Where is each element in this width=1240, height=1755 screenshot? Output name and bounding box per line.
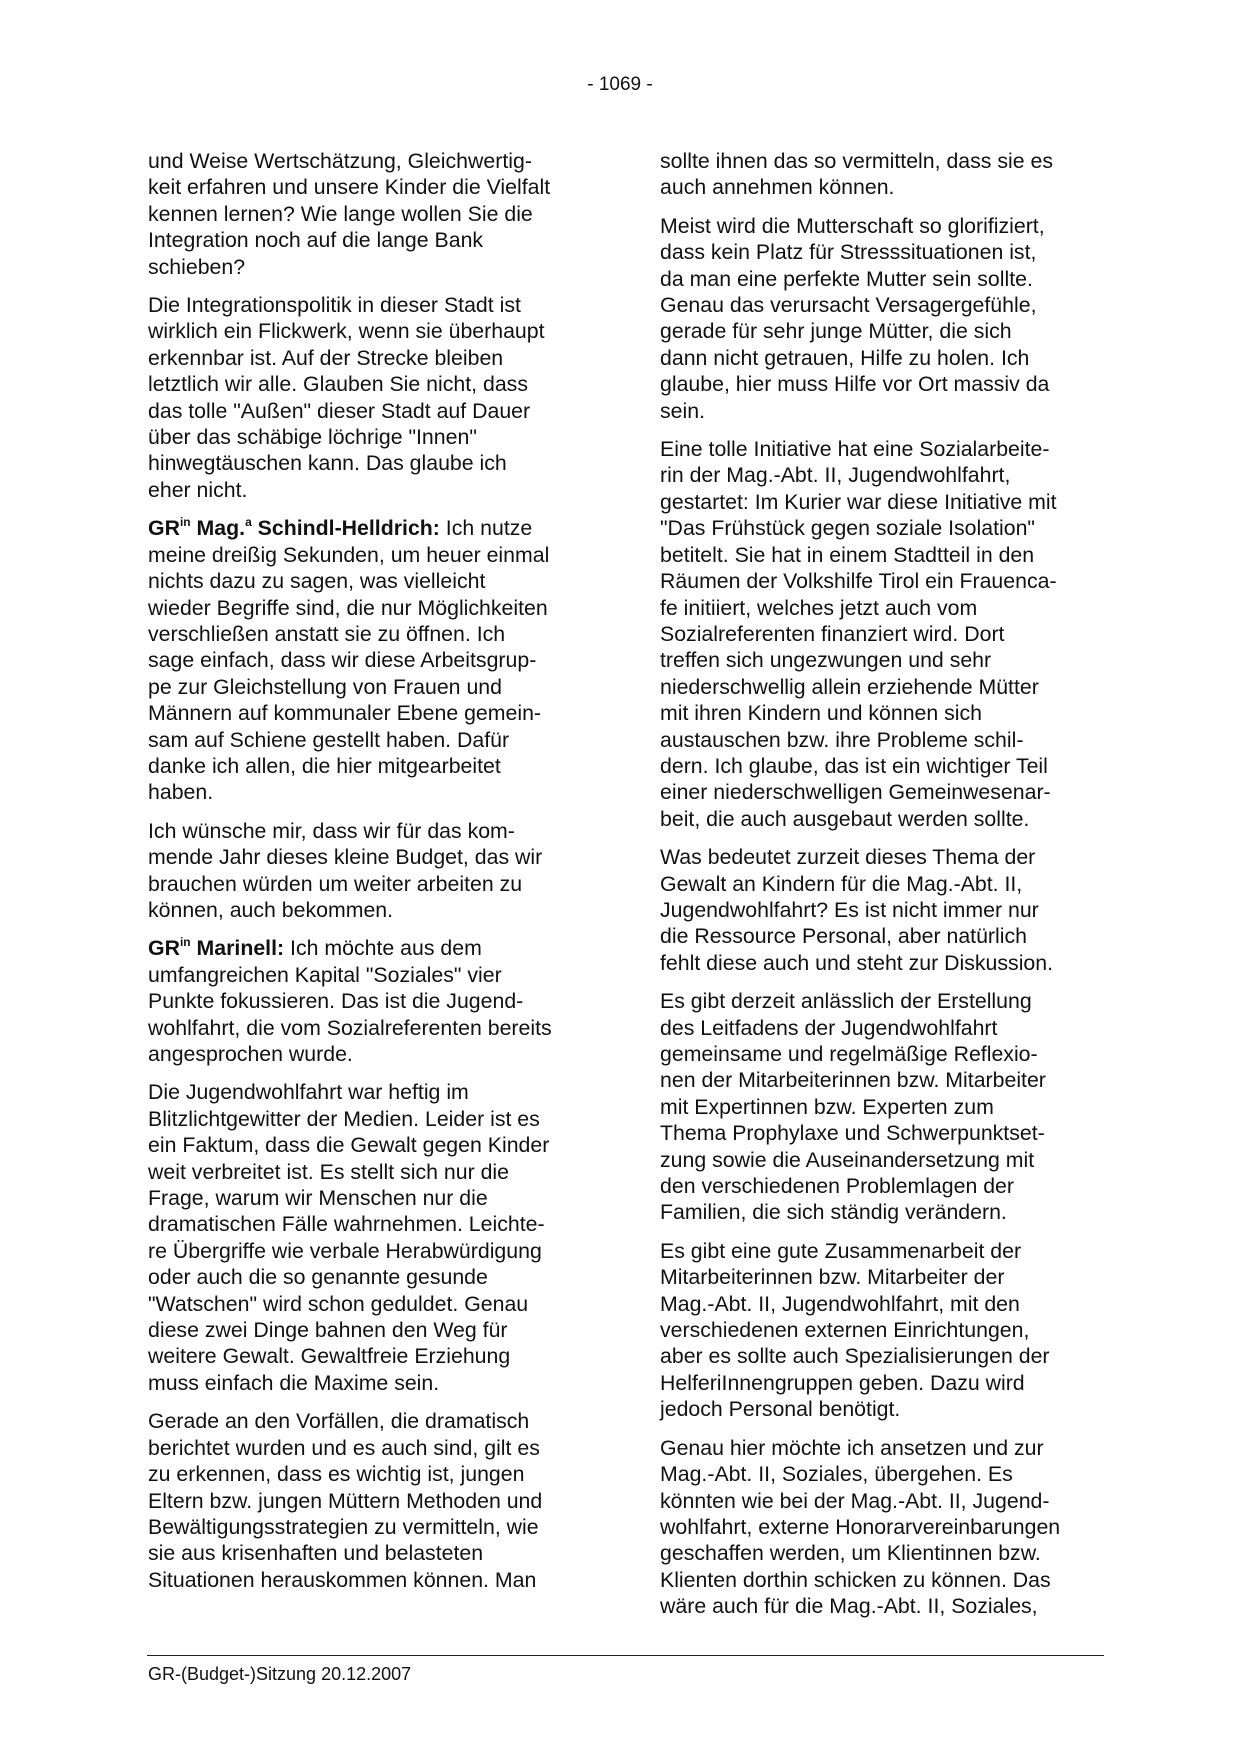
text-line: ein Faktum, dass die Gewalt gegen Kinder xyxy=(148,1133,550,1158)
text-line: glaube, hier muss Hilfe vor Ort massiv da xyxy=(660,372,1050,397)
text-line: brauchen würden um weiter arbeiten zu xyxy=(148,871,523,896)
text-line: angesprochen wurde. xyxy=(148,1042,353,1066)
text-line: nen der Mitarbeiterinnen bzw. Mitarbeiter xyxy=(660,1068,1046,1093)
paragraph xyxy=(660,1435,1100,1620)
text-line: dass kein Platz für Stresssituationen ist, xyxy=(660,240,1037,265)
text-line: Die Integrationspolitik in dieser Stadt ist xyxy=(148,293,521,318)
text-line: beit, die auch ausgebaut werden sollte. xyxy=(660,806,1030,831)
text-line: zung sowie die Auseinandersetzung mit xyxy=(660,1147,1035,1172)
text-line: gerade für sehr junge Mütter, die sich xyxy=(660,319,1012,344)
text-line: rin der Mag.-Abt. II, Jugendwohlfahrt, xyxy=(660,463,1011,488)
text-line: betitelt. Sie hat in einem Stadtteil in den xyxy=(660,542,1035,567)
text-line: danke ich allen, die hier mitgearbeitet xyxy=(148,753,501,778)
text-line: Thema Prophylaxe und Schwerpunktset- xyxy=(660,1121,1045,1146)
text-line: mende Jahr dieses kleine Budget, das wir xyxy=(148,845,543,870)
paragraph xyxy=(148,148,588,280)
text-line: zu erkennen, dass es wichtig ist, jungen xyxy=(148,1462,525,1487)
paragraph xyxy=(148,1079,588,1396)
paragraph xyxy=(660,148,1100,201)
text-line: sein. xyxy=(660,398,705,423)
text-line: nichts dazu zu sagen, was vielleicht xyxy=(148,569,486,594)
text-line: Ich wünsche mir, dass wir für das kom- xyxy=(148,818,515,843)
text-line: Mag.-Abt. II, Jugendwohlfahrt, mit den xyxy=(660,1291,1020,1316)
text-line: auch annehmen können. xyxy=(660,175,895,200)
paragraph xyxy=(148,935,588,1067)
left-column xyxy=(148,148,588,1605)
text-line: hinwegtäuschen kann. Das glaube ich xyxy=(148,451,507,476)
text-line: Frage, warum wir Menschen nur die xyxy=(148,1186,488,1211)
text-line: Klienten dorthin schicken zu können. Das xyxy=(660,1567,1051,1592)
text-line: meine dreißig Sekunden, um heuer einmal xyxy=(148,542,550,567)
text-line: Integration noch auf die lange Bank xyxy=(148,228,484,253)
text-line: Familien, die sich ständig verändern. xyxy=(660,1200,1007,1225)
paragraph xyxy=(148,515,588,805)
text-line: über das schäbige löchrige "Innen" xyxy=(148,425,477,450)
text-line: weitere Gewalt. Gewaltfreie Erziehung xyxy=(148,1344,511,1369)
text-line: treffen sich ungezwungen und sehr xyxy=(660,648,992,673)
paragraph xyxy=(660,436,1100,832)
text-line: erkennbar ist. Auf der Strecke bleiben xyxy=(148,345,504,370)
text-line: austauschen bzw. ihre Probleme schil- xyxy=(660,727,1024,752)
paragraph xyxy=(148,818,588,924)
text-line: gemeinsame und regelmäßige Reflexio- xyxy=(660,1042,1038,1066)
text-line: wohlfahrt, externe Honorarvereinbarungen xyxy=(660,1514,1061,1539)
text-line: eher nicht. xyxy=(148,477,248,502)
text-line xyxy=(148,515,588,541)
text-line: verschließen anstatt sie zu öffnen. Ich xyxy=(148,621,506,646)
text-line: weit verbreitet ist. Es stellt sich nur die xyxy=(148,1159,509,1184)
text-line: re Übergriffe wie verbale Herabwürdigung xyxy=(148,1238,542,1263)
paragraph xyxy=(660,213,1100,424)
text-line: geschaffen werden, um Klientinnen bzw. xyxy=(660,1541,1041,1566)
text-line: Genau hier möchte ich ansetzen und zur xyxy=(660,1435,1044,1460)
text-line: letztlich wir alle. Glauben Sie nicht, dass xyxy=(148,372,528,397)
text-line: muss einfach die Maxime sein. xyxy=(148,1370,440,1395)
text-line: wieder Begriffe sind, die nur Möglichkeiten xyxy=(148,595,548,620)
footer-divider xyxy=(147,1655,1104,1656)
text-line: aber es sollte auch Spezialisierungen der xyxy=(660,1344,1050,1369)
text-line: können, auch bekommen. xyxy=(148,897,394,922)
text-line: diese zwei Dinge bahnen den Weg für xyxy=(148,1318,508,1343)
text-line: haben. xyxy=(148,780,214,805)
text-line: Räumen der Volkshilfe Tirol ein Frauenca- xyxy=(660,569,1057,594)
text-line: oder auch die so genannte gesunde xyxy=(148,1265,488,1290)
footer-session-label: GR-(Budget-)Sitzung 20.12.2007 xyxy=(148,1664,412,1684)
paragraph xyxy=(148,292,588,503)
page-number: - 1069 - xyxy=(587,74,653,95)
text-line: Bewältigungsstrategien zu vermitteln, wie xyxy=(148,1514,539,1539)
text-line: wäre auch für die Mag.-Abt. II, Soziales, xyxy=(660,1594,1038,1619)
text-line: dann nicht getrauen, Hilfe zu holen. Ich xyxy=(660,345,1030,370)
text-line: kennen lernen? Wie lange wollen Sie die xyxy=(148,201,533,226)
text-line: Jugendwohlfahrt? Es ist nicht immer nur xyxy=(660,897,1039,922)
text-line: könnten wie bei der Mag.-Abt. II, Jugend- xyxy=(660,1488,1050,1513)
speech-text: Ich nutze xyxy=(439,516,533,541)
text-line: Situationen herauskommen können. Man xyxy=(148,1567,537,1592)
speaker-superscript: in xyxy=(179,935,191,950)
text-line: Die Jugendwohlfahrt war heftig im xyxy=(148,1080,469,1105)
text-line: umfangreichen Kapital "Soziales" vier xyxy=(148,962,502,987)
text-line: Punkte fokussieren. Das ist die Jugend- xyxy=(148,989,524,1014)
text-line: Blitzlichtgewitter der Medien. Leider ist es xyxy=(148,1106,540,1131)
right-column xyxy=(660,148,1100,1632)
text-line: Sozialreferenten finanziert wird. Dort xyxy=(660,621,1005,646)
speaker-text: GR xyxy=(148,516,180,541)
text-line: die Ressource Personal, aber natürlich xyxy=(660,924,1027,949)
text-line: "Watschen" wird schon geduldet. Genau xyxy=(148,1291,529,1316)
text-line: mit Expertinnen bzw. Experten zum xyxy=(660,1094,994,1119)
text-line: niederschwellig allein erziehende Mütter xyxy=(660,674,1039,699)
text-line: pe zur Gleichstellung von Frauen und xyxy=(148,674,502,699)
paragraph xyxy=(660,988,1100,1226)
text-line: wohlfahrt, die vom Sozialreferenten bereits xyxy=(148,1015,552,1040)
text-line: Es gibt derzeit anlässlich der Erstellung xyxy=(660,989,1032,1014)
text-line: schieben? xyxy=(148,254,246,279)
speaker-text: GR xyxy=(148,936,180,961)
text-line: dern. Ich glaube, das ist ein wichtiger Teil xyxy=(660,753,1048,778)
text-line: gestartet: Im Kurier war diese Initiative mit xyxy=(660,489,1057,514)
text-line: mit ihren Kindern und können sich xyxy=(660,701,983,726)
text-line: verschiedenen externen Einrichtungen, xyxy=(660,1318,1030,1343)
text-line: da man eine perfekte Mutter sein sollte. xyxy=(660,266,1033,291)
text-line: fehlt diese auch und steht zur Diskussion. xyxy=(660,950,1054,975)
paragraph xyxy=(660,1238,1100,1423)
text-line: den verschiedenen Problemlagen der xyxy=(660,1174,1014,1199)
speaker-superscript: a xyxy=(245,515,252,530)
text-line: keit erfahren und unsere Kinder die Vielfalt xyxy=(148,175,551,200)
text-line: HelferiInnengruppen geben. Dazu wird xyxy=(660,1370,1025,1395)
speaker-superscript: in xyxy=(179,515,191,530)
text-line: Eine tolle Initiative hat eine Sozialarbeite- xyxy=(660,437,1050,462)
text-line: sollte ihnen das so vermitteln, dass sie es xyxy=(660,149,1054,173)
speaker-text: Marinell: xyxy=(190,936,285,961)
text-line: fe initiiert, welches jetzt auch vom xyxy=(660,595,978,620)
text-line: sage einfach, dass wir diese Arbeitsgrup- xyxy=(148,648,537,673)
speaker-name xyxy=(148,516,440,540)
text-line: Eltern bzw. jungen Müttern Methoden und xyxy=(148,1488,543,1513)
paragraph xyxy=(148,1408,588,1593)
text-line xyxy=(148,935,588,961)
text-line: Gewalt an Kindern für die Mag.-Abt. II, xyxy=(660,871,1023,896)
text-line: Es gibt eine gute Zusammenarbeit der xyxy=(660,1238,1022,1263)
text-line: jedoch Personal benötigt. xyxy=(660,1397,901,1422)
text-line: Was bedeutet zurzeit dieses Thema der xyxy=(660,845,1036,870)
text-line: wirklich ein Flickwerk, wenn sie überhaupt xyxy=(148,319,545,344)
text-line: sie aus krisenhaften und belasteten xyxy=(148,1541,484,1566)
text-line: "Das Frühstück gegen soziale Isolation" xyxy=(660,516,1035,541)
speech-text: Ich möchte aus dem xyxy=(284,936,482,961)
speaker-text: Mag. xyxy=(190,516,246,541)
text-line: des Leitfadens der Jugendwohlfahrt xyxy=(660,1015,998,1040)
text-line: dramatischen Fälle wahrnehmen. Leichte- xyxy=(148,1212,545,1237)
text-line: Meist wird die Mutterschaft so glorifiziert, xyxy=(660,213,1045,238)
text-line: das tolle "Außen" dieser Stadt auf Dauer xyxy=(148,398,531,423)
text-line: berichtet wurden und es auch sind, gilt es xyxy=(148,1435,540,1460)
text-line: Gerade an den Vorfällen, die dramatisch xyxy=(148,1409,530,1434)
text-line: einer niederschwelligen Gemeinwesenar- xyxy=(660,780,1051,805)
text-line: Mitarbeiterinnen bzw. Mitarbeiter der xyxy=(660,1265,1005,1290)
speaker-text: Schindl-Helldrich: xyxy=(251,516,440,541)
text-line: Mag.-Abt. II, Soziales, übergehen. Es xyxy=(660,1462,1013,1487)
paragraph xyxy=(660,844,1100,976)
text-line: sam auf Schiene gestellt haben. Dafür xyxy=(148,727,510,752)
text-line: Genau das verursacht Versagergefühle, xyxy=(660,293,1037,318)
speaker-name xyxy=(148,936,284,960)
text-line: und Weise Wertschätzung, Gleichwertig- xyxy=(148,149,532,173)
text-line: Männern auf kommunaler Ebene gemein- xyxy=(148,701,542,726)
